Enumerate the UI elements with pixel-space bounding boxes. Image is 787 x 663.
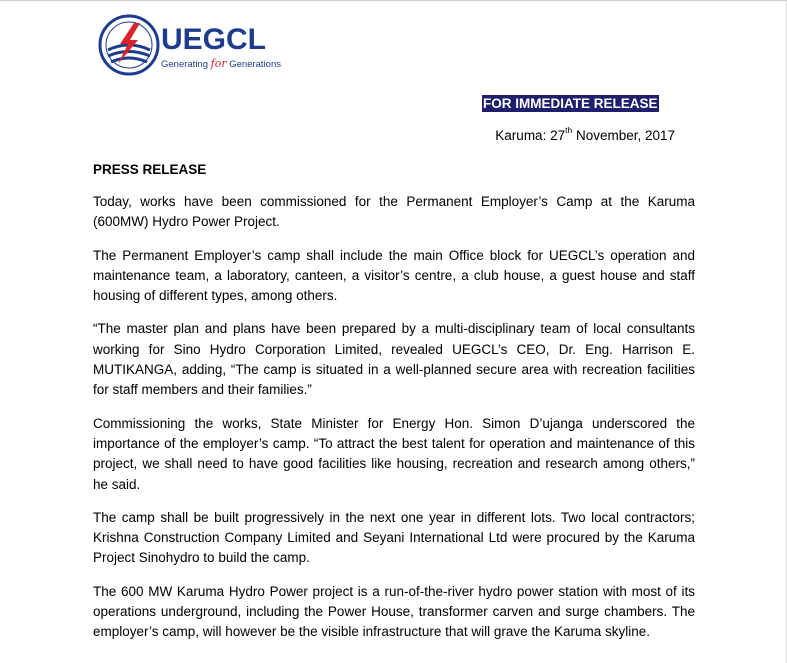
dateline-place: Karuma: 27 bbox=[495, 128, 566, 143]
logo-tagline-for: for bbox=[210, 57, 227, 70]
uegcl-emblem-icon bbox=[98, 14, 160, 76]
paragraph-3: “The master plan and plans have been prepared by a multi-disciplinary team of local consultants working for Sino Hydro Corporation Limited, revealed UEGCL’s CEO, Dr. Eng. Harrison E. MUTIKANGA, adding, “The camp is situated in a well-planned secure area with recreation facilities for staff members and their families.” bbox=[93, 321, 695, 398]
paragraph-5: The camp shall be built progressively in the next one year in different lots. Two local contractors; Krishna Construction Company Limited and Seyani International Ltd were procured by the Karuma Project Sinohydro to build the camp. bbox=[93, 509, 695, 566]
uegcl-logo bbox=[98, 14, 288, 80]
logo-tagline-before: Generating bbox=[161, 59, 211, 70]
paragraph-6: The 600 MW Karuma Hydro Power project is a run-of-the-river hydro power station with most of its operations underground, including the Power House, transformer carven and surge chambers. The employer’s camp, will however be the visible infrastructure that will grave the Karuma skyline. bbox=[93, 583, 695, 640]
logo-wordmark: UEGCL bbox=[161, 23, 266, 56]
dateline bbox=[495, 127, 675, 145]
page-top-edge bbox=[0, 0, 787, 1]
immediate-release-banner: FOR IMMEDIATE RELEASE bbox=[483, 96, 658, 111]
paragraph-2: The Permanent Employer’s camp shall include the main Office block for UEGCL’s operation and maintenance team, a laboratory, canteen, a visitor’s centre, a club house, a guest house and staff housing of different types, among others. bbox=[93, 247, 695, 304]
dateline-ordinal: th bbox=[565, 125, 573, 135]
press-release-heading: PRESS RELEASE bbox=[93, 162, 207, 177]
dateline-rest: November, 2017 bbox=[572, 128, 675, 143]
logo-tagline bbox=[161, 58, 281, 70]
logo-tagline-after: Generations bbox=[226, 59, 282, 70]
paragraph-1: Today, works have been commissioned for the Permanent Employer’s Camp at the Karuma (600MW) Hydro Power Project. bbox=[93, 194, 695, 230]
press-release-body bbox=[93, 192, 695, 656]
paragraph-4: Commissioning the works, State Minister for Energy Hon. Simon D’ujanga underscored the importance of the employer’s camp. “To attract the best talent for operation and maintenance of this project, we shall need to have good facilities like housing, recreation and research among others,” he said. bbox=[93, 415, 695, 492]
